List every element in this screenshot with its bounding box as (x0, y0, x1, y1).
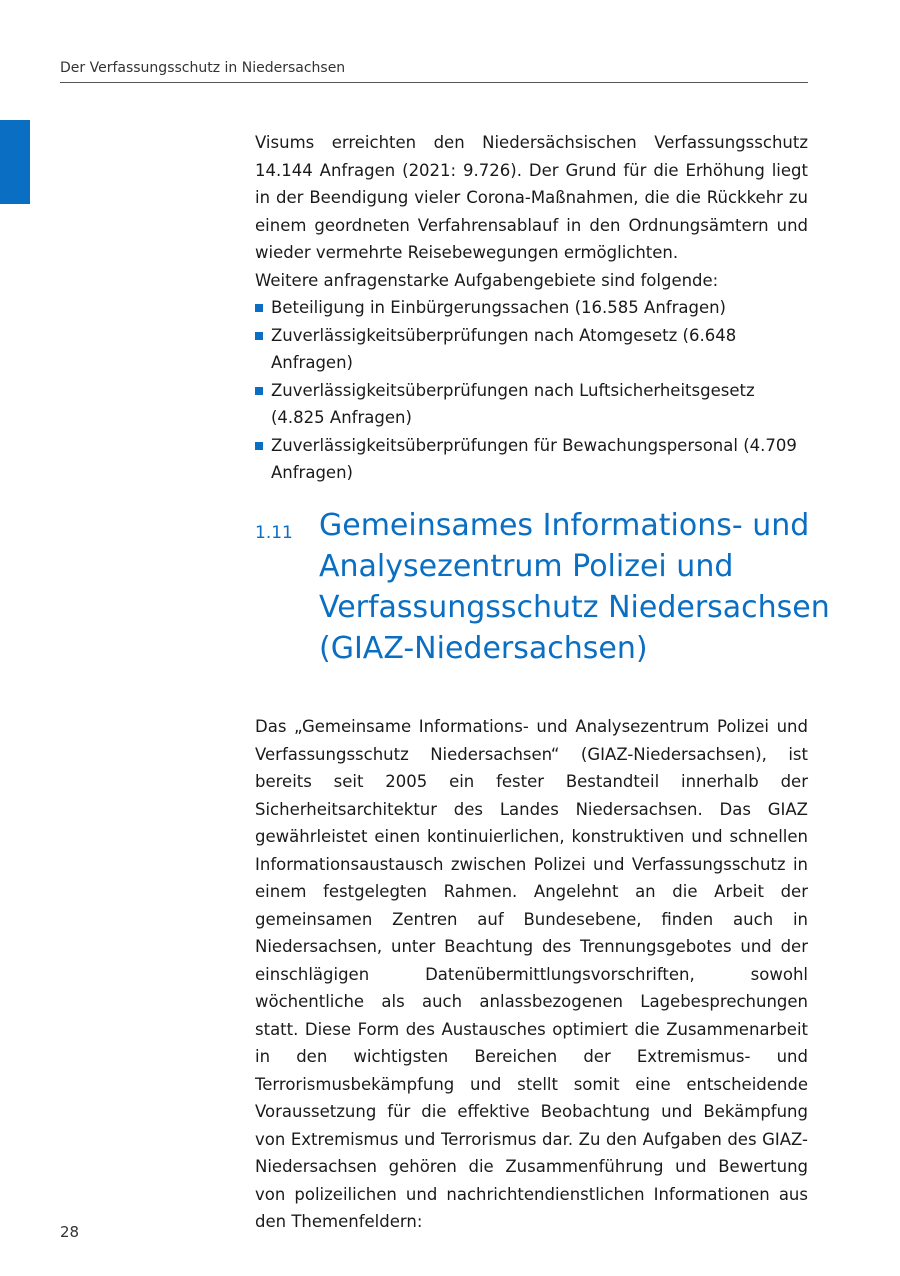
page-number: 28 (60, 1223, 80, 1241)
list-item (255, 377, 808, 432)
body-paragraph: Das „Gemeinsame Informations- und Analysezentrum Polizei und Verfassungsschutz Niedersachsen“ (GIAZ-Niedersachsen), ist bereits seit 2005 ein fester Bestandteil innerhalb der Sicherheitsarchitektur des Landes Niedersachsen. Das GIAZ gewährleistet einen kontinuierlichen, konstruktiven und schnellen Informationsaustausch zwischen Polizei und Verfassungsschutz in einem festgelegten Rahmen. Angelehnt an die Arbeit der gemeinsamen Zentren auf Bundesebene, finden auch in Niedersachsen, unter Beachtung des Trennungsgebotes und der einschlägigen Datenübermittlungsvorschriften, sowohl wöchentliche als auch anlassbezogenen Lagebesprechungen statt. Diese Form des Austausches optimiert die Zusammenarbeit in den wichtigsten Bereichen der Extremismus- und Terrorismusbekämpfung und stellt somit eine entscheidende Voraussetzung für die effektive Beobachtung und Bekämpfung von Extremismus und Terrorismus dar. Zu den Aufgaben des GIAZ-Niedersachsen gehören die Zusammenführung und Bewertung von polizeilichen und nachrichtendienstlichen Informationen aus den Themenfeldern: (255, 717, 808, 1231)
section-body-text (255, 713, 808, 1236)
intro-lead-sentence: Weitere anfragenstarke Aufgabengebiete sind folgende: (255, 270, 719, 290)
section-heading-line: Gemeinsames Informations- und (319, 508, 810, 543)
running-header: Der Verfassungsschutz in Niedersachsen (60, 58, 808, 83)
section-heading-line: (GIAZ-Niedersachsen) (319, 631, 648, 666)
section-number: 1.11 (255, 523, 293, 543)
list-item (255, 294, 808, 322)
list-item-text: Zuverlässigkeitsüberprüfungen für Bewachungspersonal (4.709 Anfragen) (271, 435, 797, 482)
square-bullet-icon (255, 387, 263, 395)
list-item-text: Zuverlässigkeitsüberprüfungen nach Luftsicherheitsgesetz (4.825 Anfragen) (271, 380, 755, 427)
list-item (255, 432, 808, 487)
section-heading-line: Verfassungsschutz Niedersachsen (319, 590, 830, 625)
square-bullet-icon (255, 332, 263, 340)
square-bullet-icon (255, 304, 263, 312)
intro-paragraph: Visums erreichten den Niedersächsischen Verfassungsschutz 14.144 Anfragen (2021: 9.726). Der Grund für die Erhöhung liegt in der Beendigung vieler Corona-Maßnahmen, die die Rückkehr zu einem geordneten Verfahrensablauf in den Ordnungsämtern und wieder vermehrte Reisebewegungen ermöglichten. (255, 133, 808, 262)
list-item-text: Beteiligung in Einbürgerungssachen (16.585 Anfragen) (271, 298, 726, 317)
section-heading-line: Analysezentrum Polizei und (319, 549, 734, 584)
section-heading (319, 505, 830, 669)
list-item-text: Zuverlässigkeitsüberprüfungen nach Atomgesetz (6.648 Anfragen) (271, 325, 737, 372)
square-bullet-icon (255, 442, 263, 450)
intro-text-block (255, 129, 808, 487)
task-areas-list (255, 294, 808, 487)
list-item (255, 322, 808, 377)
chapter-tab-marker (0, 120, 30, 204)
